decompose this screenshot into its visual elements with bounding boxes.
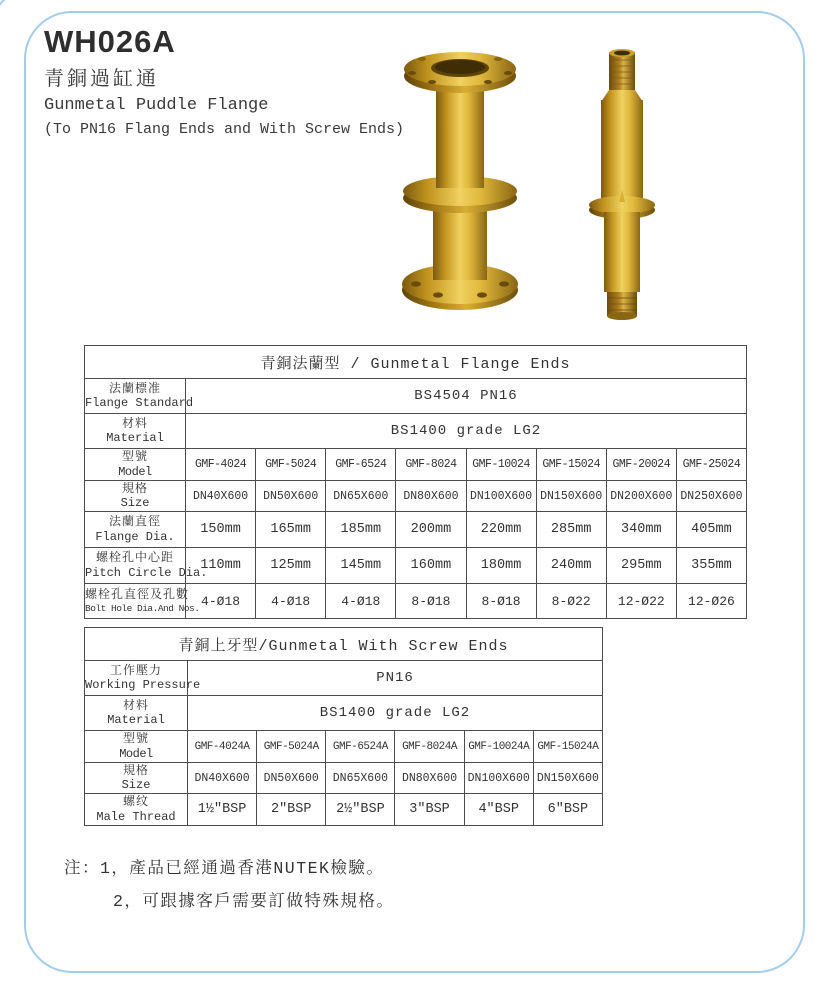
table-cell: GMF-10024 — [466, 449, 536, 481]
table-cell: 4-Ø18 — [186, 584, 256, 619]
row-label-en: Pitch Circle Dia. — [85, 565, 208, 580]
screw-ends-table — [84, 627, 603, 826]
size-row — [85, 481, 747, 512]
table-cell: 355mm — [676, 548, 746, 584]
product-images — [392, 46, 682, 322]
working-pressure-row — [85, 661, 603, 696]
row-label-cjk: 螺栓孔中心距 — [95, 551, 174, 566]
table-title: 青銅法蘭型 / Gunmetal Flange Ends — [85, 346, 747, 379]
row-label-en: Flange Dia. — [95, 529, 175, 544]
spec-value: PN16 — [188, 661, 603, 696]
row-label-en: Flange Standard — [85, 396, 194, 410]
row-label — [85, 481, 186, 512]
table-cell: GMF-15024A — [533, 731, 602, 763]
table-cell: 145mm — [326, 548, 396, 584]
table-cell: 4-Ø18 — [326, 584, 396, 619]
table-cell: 165mm — [256, 512, 326, 548]
row-label-cjk: 材料 — [121, 416, 148, 431]
table-cell: 220mm — [466, 512, 536, 548]
material-row — [85, 696, 603, 731]
table-cell: GMF-8024A — [395, 731, 464, 763]
size-row — [85, 763, 603, 794]
table-cell: GMF-4024A — [188, 731, 257, 763]
table-cell: 8-Ø22 — [536, 584, 606, 619]
row-label-cjk: 材料 — [122, 698, 149, 713]
product-code: WH026A — [44, 24, 176, 59]
table-cell: GMF-8024 — [396, 449, 466, 481]
table-cell: 6″BSP — [533, 794, 602, 826]
row-label — [85, 696, 188, 731]
table-cell: 240mm — [536, 548, 606, 584]
table-cell: 4-Ø18 — [256, 584, 326, 619]
table-cell: 110mm — [186, 548, 256, 584]
table-cell: 200mm — [396, 512, 466, 548]
row-label-cjk: 規格 — [121, 481, 148, 496]
model-row — [85, 731, 603, 763]
pitch-circle-row — [85, 548, 747, 584]
row-label-cjk: 工作壓力 — [109, 663, 162, 678]
row-label-cjk: 型號 — [122, 732, 149, 747]
table-cell: 2½″BSP — [326, 794, 395, 826]
table-cell: DN65X600 — [326, 763, 395, 794]
row-label-en: Size — [120, 496, 150, 510]
table-cell: 150mm — [186, 512, 256, 548]
row-label — [85, 584, 200, 619]
screw-ends-product-image — [589, 49, 655, 320]
page-corner-ornament — [0, 0, 30, 30]
bolt-hole-row — [85, 584, 747, 619]
table-cell: DN80X600 — [395, 763, 464, 794]
table-cell: 295mm — [606, 548, 676, 584]
row-label-en: Working Pressure — [85, 678, 201, 692]
spec-value: BS1400 grade LG2 — [186, 414, 747, 449]
table-cell: 160mm — [396, 548, 466, 584]
row-label-cjk: 螺栓孔直徑及孔數 — [85, 588, 190, 603]
table-cell: DN250X600 — [676, 481, 746, 512]
row-label-en: Size — [121, 778, 151, 792]
table-cell: GMF-20024 — [606, 449, 676, 481]
table-cell: DN150X600 — [536, 481, 606, 512]
row-label — [85, 763, 188, 794]
table-cell: GMF-15024 — [536, 449, 606, 481]
product-title-cjk: 青銅過缸通 — [44, 69, 159, 92]
table-cell: GMF-10024A — [464, 731, 533, 763]
table-cell: 180mm — [466, 548, 536, 584]
note-line-1 — [64, 852, 394, 885]
note-1-text: 1，產品已經通過香港NUTEK檢驗。 — [100, 859, 385, 878]
row-label — [85, 449, 186, 481]
table-cell: DN50X600 — [256, 481, 326, 512]
row-label-cjk: 法蘭標准 — [108, 381, 161, 396]
material-row — [85, 414, 747, 449]
table-cell: 285mm — [536, 512, 606, 548]
flange-ends-table — [84, 345, 747, 619]
product-illustration-svg — [392, 46, 682, 322]
row-label — [85, 512, 186, 548]
model-row — [85, 449, 747, 481]
row-label-en: Model — [119, 746, 153, 761]
table-cell: GMF-5024 — [256, 449, 326, 481]
spec-value: BS4504 PN16 — [186, 379, 747, 414]
row-label-en: Material — [107, 713, 165, 727]
row-label-cjk: 法蘭直徑 — [108, 515, 161, 530]
row-label-en: Male Thread — [96, 809, 176, 824]
row-label — [85, 548, 208, 584]
row-label — [85, 379, 194, 414]
table-title-row — [85, 628, 603, 661]
note-prefix: 注： — [64, 859, 100, 878]
flange-dia-row — [85, 512, 747, 548]
row-label-en: Model — [118, 464, 152, 479]
table-cell: DN65X600 — [326, 481, 396, 512]
row-label — [85, 661, 201, 696]
row-label — [85, 794, 188, 826]
row-label-cjk: 型號 — [121, 450, 148, 465]
table-cell: 405mm — [676, 512, 746, 548]
table-cell: DN100X600 — [466, 481, 536, 512]
table-cell: DN40X600 — [186, 481, 256, 512]
table-cell: DN100X600 — [464, 763, 533, 794]
table-title: 青銅上牙型/Gunmetal With Screw Ends — [85, 628, 603, 661]
footer-notes — [64, 852, 394, 918]
table-title-row — [85, 346, 747, 379]
flange-ends-product-image — [402, 52, 518, 310]
table-cell: 8-Ø18 — [396, 584, 466, 619]
note-2-text: 2，可跟據客戶需要訂做特殊規格。 — [113, 892, 395, 911]
table-cell: 340mm — [606, 512, 676, 548]
row-label-cjk: 螺纹 — [122, 795, 149, 810]
row-label — [85, 731, 188, 763]
table-cell: 1½″BSP — [188, 794, 257, 826]
product-subtitle-en: (To PN16 Flang Ends and With Screw Ends) — [44, 121, 405, 138]
table-cell: 125mm — [256, 548, 326, 584]
row-label — [85, 414, 186, 449]
table-cell: DN200X600 — [606, 481, 676, 512]
table-cell: GMF-4024 — [186, 449, 256, 481]
table-cell: 2″BSP — [257, 794, 326, 826]
table-cell: GMF-25024 — [676, 449, 746, 481]
table-cell: GMF-6524 — [326, 449, 396, 481]
spec-value: BS1400 grade LG2 — [188, 696, 603, 731]
table-cell: 12-Ø26 — [676, 584, 746, 619]
row-label-cjk: 規格 — [122, 763, 149, 778]
table-cell: GMF-6524A — [326, 731, 395, 763]
table-cell: DN50X600 — [257, 763, 326, 794]
table-cell: 3″BSP — [395, 794, 464, 826]
table-cell: 12-Ø22 — [606, 584, 676, 619]
note-line-2 — [64, 885, 394, 918]
row-label-en: Bolt Hole Dia.And Nos. — [85, 602, 200, 614]
table-cell: 185mm — [326, 512, 396, 548]
table-cell: 4″BSP — [464, 794, 533, 826]
row-label-en: Material — [106, 431, 164, 445]
male-thread-row — [85, 794, 603, 826]
table-cell: DN40X600 — [188, 763, 257, 794]
table-cell: DN150X600 — [533, 763, 602, 794]
table-cell: DN80X600 — [396, 481, 466, 512]
flange-standard-row — [85, 379, 747, 414]
product-title-en: Gunmetal Puddle Flange — [44, 96, 269, 115]
header — [44, 26, 404, 138]
table-cell: GMF-5024A — [257, 731, 326, 763]
table-cell: 8-Ø18 — [466, 584, 536, 619]
